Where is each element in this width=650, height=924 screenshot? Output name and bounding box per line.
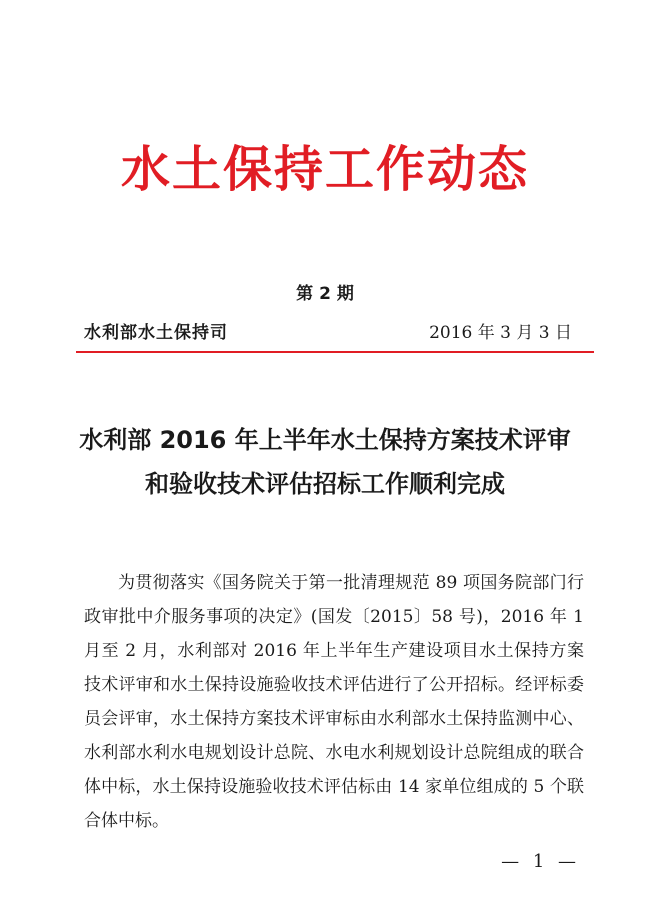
issue-date: 2016 年 3 月 3 日	[429, 323, 572, 343]
red-divider-line	[76, 351, 594, 353]
issue-number: 第 2 期	[296, 284, 354, 304]
issuing-department: 水利部水土保持司	[84, 323, 228, 343]
article-headline	[0, 418, 650, 506]
bulletin-masthead: 水土保持工作动态	[120, 141, 529, 198]
headline-line-2: 和验收技术评估招标工作顺利完成	[145, 470, 505, 498]
page-number: — 1 —	[501, 851, 580, 872]
article-body: 为贯彻落实《国务院关于第一批清理规范 89 项国务院部门行政审批中介服务事项的决定》(国发〔2015〕58 号)，2016 年 1 月至 2 月，水利部对 2016 年上半年生产建设项目水土保持方案技术评审和水土保持设施验收技术评估进行了公开招标。经评标委员会评审，水土保持方案技术评审标由水利部水土保持监测中心、水利部水利水电规划设计总院、水电水利规划设计总院组成的联合体中标，水土保持设施验收技术评估标由 14 家单位组成的 5 个联合体中标。	[84, 573, 584, 831]
headline-line-1: 水利部 2016 年上半年水土保持方案技术评审	[79, 426, 571, 454]
